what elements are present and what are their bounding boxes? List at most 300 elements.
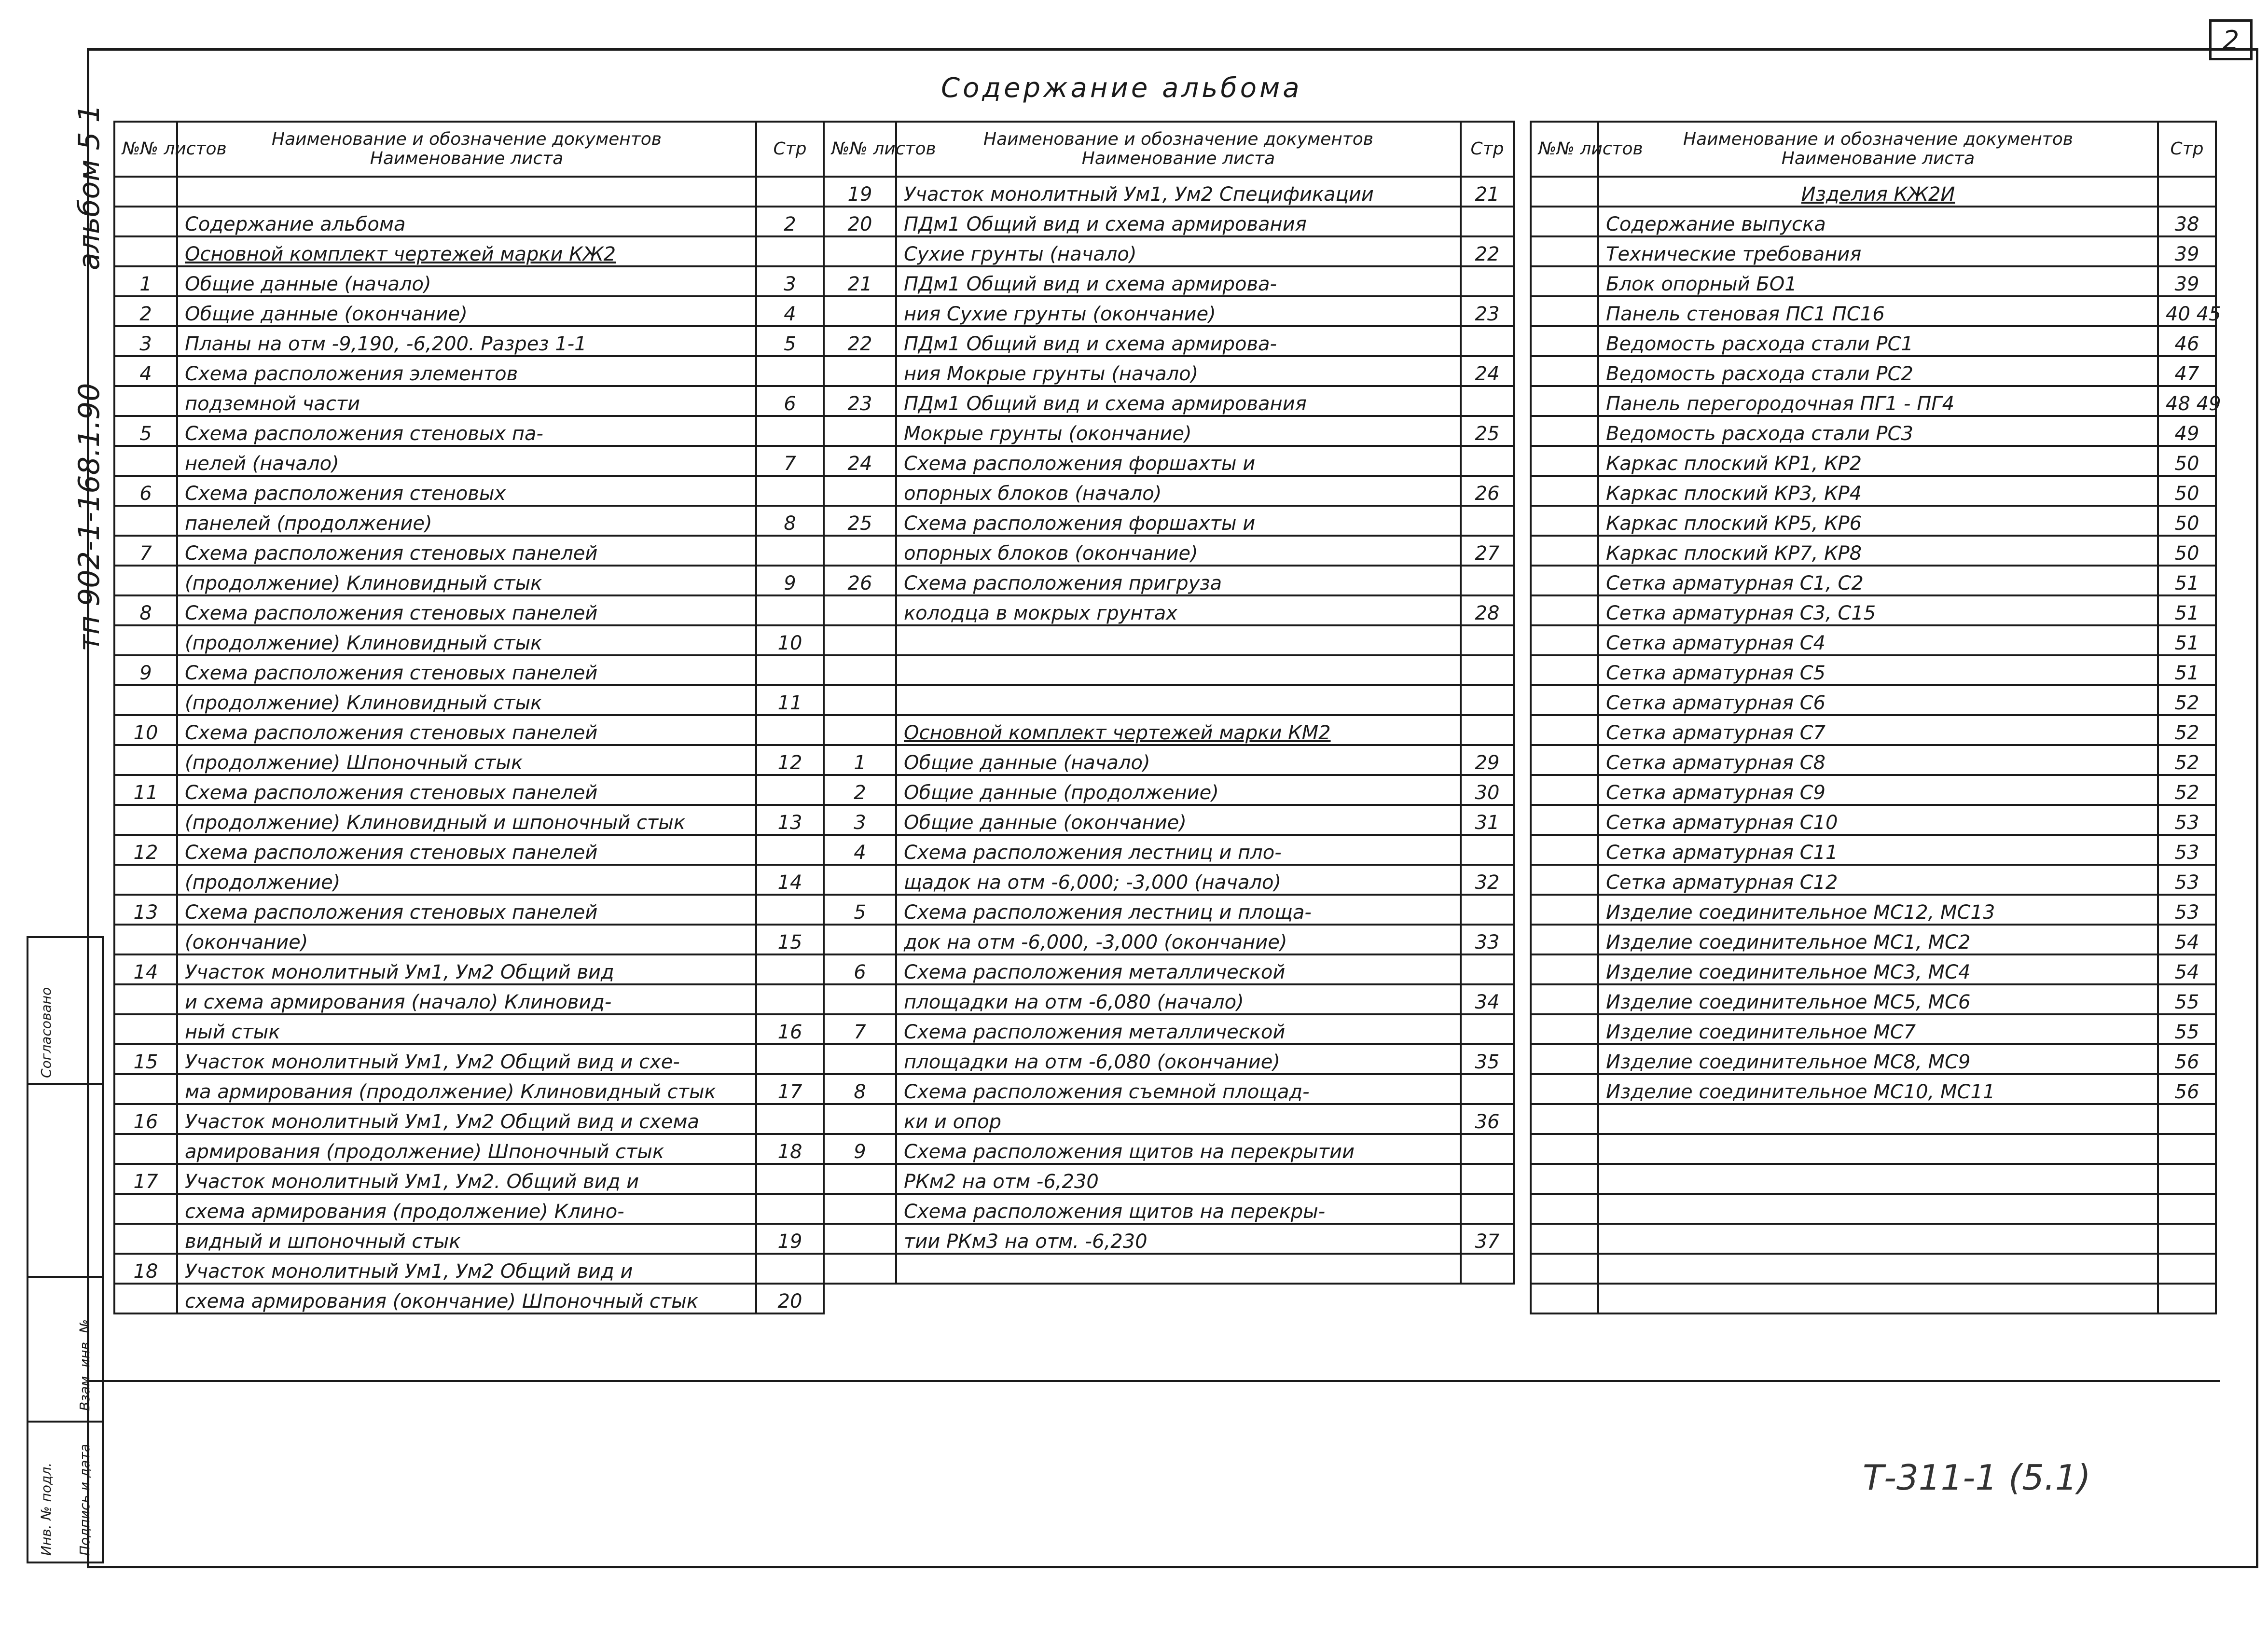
row-number-text: 11 [133,782,158,804]
row-page [2158,1104,2216,1134]
row-title [177,745,756,775]
row-title [896,1224,1461,1254]
row-page [1461,326,1514,356]
header-num: №№ листов [114,122,177,177]
row-title-text: Мокрые грунты (окончание) [904,423,1192,445]
row-number [1531,476,1598,506]
table-row [1531,207,2216,236]
row-title-text: (продолжение) Клиновидный стык [185,572,542,594]
row-title-text: Сетка арматурная С4 [1606,632,1825,654]
row-title [177,266,756,296]
row-title [896,1194,1461,1224]
table-row [1531,416,2216,446]
row-title-text: Схема расположения форшахты и [904,512,1256,535]
row-number [114,536,177,566]
row-title [1598,1194,2158,1224]
table-row [824,625,1514,655]
table-row [114,236,824,266]
row-page-text: 53 [2174,871,2199,894]
table-row [824,207,1514,236]
row-page [2158,715,2216,745]
row-number-text: 16 [133,1111,158,1133]
row-title [177,177,756,207]
row-number [824,775,896,805]
row-title [177,416,756,446]
row-title-text: Изделие соединительное МС8, МС9 [1606,1051,1971,1073]
row-title-text: Участок монолитный Ум1, Ум2 Спецификации [904,183,1374,206]
stamp-field-inventory: Инв. № подл. [38,1462,54,1556]
row-title [1598,296,2158,326]
row-page [2158,595,2216,625]
row-number-text: 19 [847,183,872,206]
row-title [896,895,1461,925]
row-page-text: 56 [2174,1081,2199,1103]
table-row [824,984,1514,1014]
row-page [2158,1164,2216,1194]
row-title-text: Изделие соединительное МС5, МС6 [1606,991,1971,1013]
row-title-text: Изделие соединительное МС7 [1606,1021,1916,1043]
row-page [2158,925,2216,954]
row-page [1461,1194,1514,1224]
table-row [114,296,824,326]
row-page-text: 11 [777,692,802,714]
row-title [896,266,1461,296]
row-page [2158,536,2216,566]
row-page [756,266,824,296]
row-number [824,177,896,207]
row-number [114,865,177,895]
row-title [177,207,756,236]
row-number [824,207,896,236]
row-title [177,805,756,835]
page-number: 2 [2209,19,2253,60]
row-page [1461,625,1514,655]
row-page [2158,356,2216,386]
table-row [824,326,1514,356]
row-page [1461,984,1514,1014]
row-page [756,595,824,625]
header-page: Стр [2158,122,2216,177]
row-title [896,207,1461,236]
row-number [824,835,896,865]
row-page [756,207,824,236]
row-number [114,1044,177,1074]
table-row [1531,954,2216,984]
row-title-text: Схема расположения стеновых панелей [185,542,598,565]
row-page [1461,476,1514,506]
row-page-text: 32 [1475,871,1500,894]
row-page-text: 54 [2174,961,2199,983]
project-code: тп 902-1-168.1.90 [72,383,106,651]
row-number [1531,925,1598,954]
row-title [177,386,756,416]
row-title [177,685,756,715]
row-number [1531,1134,1598,1164]
row-page [756,954,824,984]
table-row [114,655,824,685]
table-row [1531,835,2216,865]
row-title [177,655,756,685]
row-number [114,1224,177,1254]
row-page [2158,895,2216,925]
row-title [896,536,1461,566]
row-number [114,925,177,954]
row-number [824,266,896,296]
stamp-divider [28,1083,102,1085]
table-row [824,386,1514,416]
row-page-text: 19 [777,1230,802,1253]
row-number [114,416,177,446]
table-row [114,835,824,865]
row-page-text: 15 [777,931,802,954]
row-page-text: 54 [2174,931,2199,954]
row-title-text: Схема расположения форшахты и [904,453,1256,475]
row-title-text: Панель стеновая ПС1 ПС16 [1606,303,1885,325]
row-title-text: Участок монолитный Ум1, Ум2. Общий вид и [185,1171,639,1193]
row-title-text: Схема расположения стеновых панелей [185,722,598,744]
row-page [756,745,824,775]
table-row [1531,566,2216,595]
row-title [1598,895,2158,925]
row-page [2158,805,2216,835]
row-title-text: Схема расположения съемной площад- [904,1081,1310,1103]
row-page [756,1164,824,1194]
row-number [1531,536,1598,566]
row-title [896,356,1461,386]
row-title-text: ки и опор [904,1111,1002,1133]
row-page [756,506,824,536]
row-title-text: Сетка арматурная С9 [1606,782,1825,804]
row-title [896,655,1461,685]
row-title-text: Схема расположения стеновых [185,483,506,505]
row-title [896,685,1461,715]
row-page [756,775,824,805]
table-row [114,775,824,805]
row-title-text: Схема расположения лестниц и пло- [904,842,1282,864]
row-number [824,1104,896,1134]
row-title [1598,775,2158,805]
row-page [756,984,824,1014]
row-title [896,1074,1461,1104]
row-title-text: армирования (продолжение) Шпоночный стык [185,1141,664,1163]
row-number [114,835,177,865]
row-number [1531,1044,1598,1074]
table-row [1531,506,2216,536]
row-page [756,895,824,925]
row-number-text: 3 [139,333,152,355]
table-row [114,895,824,925]
row-title-text: Сетка арматурная С10 [1606,812,1838,834]
table-row [824,1014,1514,1044]
row-number-text: 23 [847,393,872,415]
row-number [1531,326,1598,356]
row-page [756,566,824,595]
table-row [824,1224,1514,1254]
row-number [824,356,896,386]
row-page-text: 52 [2174,782,2199,804]
row-number-text: 1 [139,273,152,295]
row-page-text: 51 [2174,572,2199,594]
row-title-text: Ведомость расхода стали РС1 [1606,333,1913,355]
row-page-text: 53 [2174,812,2199,834]
row-page-text: 31 [1475,812,1500,834]
row-page [2158,655,2216,685]
row-title [177,1224,756,1254]
row-page [756,177,824,207]
row-page [1461,1044,1514,1074]
row-title [896,326,1461,356]
row-page-text: 16 [777,1021,802,1043]
toc-table-right [1530,121,2221,1314]
table-row [824,1164,1514,1194]
row-page-text: 38 [2174,213,2199,235]
table-row [114,446,824,476]
row-number [1531,715,1598,745]
row-number [1531,625,1598,655]
row-page-text: 49 [2174,423,2199,445]
row-title [177,476,756,506]
row-title-text: ный стык [185,1021,280,1043]
row-title [1598,536,2158,566]
header-name-line1: Наименование и обозначение документов [983,129,1373,149]
row-number [1531,1224,1598,1254]
table-row [114,1014,824,1044]
row-title [177,1134,756,1164]
table-row [114,865,824,895]
row-number-text: 26 [847,572,872,594]
header-name [896,122,1461,177]
table-row [1531,386,2216,416]
row-title-text: Схема расположения стеновых панелей [185,782,598,804]
row-number-text: 24 [847,453,872,475]
row-title-text: Каркас плоский КР5, КР6 [1606,512,1862,535]
row-title-text: Сетка арматурная С11 [1606,842,1838,864]
header-num: №№ листов [1531,122,1598,177]
table-row [114,177,824,207]
table-row [114,536,824,566]
row-title [1598,266,2158,296]
row-number [114,356,177,386]
row-page-text: 52 [2174,692,2199,714]
row-number-text: 25 [847,512,872,535]
row-page [1461,895,1514,925]
row-title [177,1164,756,1194]
row-title [177,326,756,356]
row-title [1598,1224,2158,1254]
row-number [114,625,177,655]
row-title [177,984,756,1014]
row-title-text: колодца в мокрых грунтах [904,602,1177,624]
row-title-text: Содержание выпуска [1606,213,1826,235]
row-page-text: 34 [1475,991,1500,1013]
row-number [824,566,896,595]
row-number-text: 5 [854,901,866,924]
row-number [1531,745,1598,775]
table-row [1531,536,2216,566]
table-row [824,805,1514,835]
table-row [1531,1074,2216,1104]
row-page [1461,835,1514,865]
row-page [1461,775,1514,805]
table-row [1531,296,2216,326]
table-row [824,536,1514,566]
table-row [114,207,824,236]
row-title-text: Схема расположения металлической [904,961,1286,983]
row-page [2158,865,2216,895]
row-number [1531,296,1598,326]
row-number [824,236,896,266]
table-row [1531,984,2216,1014]
table-row [824,895,1514,925]
table-row [824,655,1514,685]
row-number [114,1284,177,1313]
row-number [1531,655,1598,685]
table-row [114,1284,824,1313]
row-title [177,865,756,895]
row-page [1461,685,1514,715]
table-row [114,1134,824,1164]
table-row [1531,236,2216,266]
row-title [1598,954,2158,984]
row-page [1461,595,1514,625]
row-number [824,984,896,1014]
row-page [2158,1074,2216,1104]
row-title [896,595,1461,625]
row-title-text: Сухие грунты (начало) [904,243,1137,265]
header-name-line2: Наименование листа [1081,149,1275,168]
row-title [1598,446,2158,476]
row-page-text: 39 [2174,273,2199,295]
row-page [1461,1134,1514,1164]
row-title [896,805,1461,835]
table-row [824,1044,1514,1074]
row-page [2158,446,2216,476]
row-page-text: 28 [1475,602,1500,624]
row-title [1598,625,2158,655]
row-title [896,954,1461,984]
row-title [1598,416,2158,446]
row-page [1461,805,1514,835]
row-page [1461,925,1514,954]
row-number [824,595,896,625]
table-row [114,745,824,775]
row-title-text: (продолжение) [185,871,341,894]
table-row [1531,1014,2216,1044]
row-number [824,416,896,446]
row-title-text: Общие данные (начало) [904,752,1150,774]
row-title-text: Изделие соединительное МС12, МС13 [1606,901,1995,924]
table-row [824,835,1514,865]
row-page-text: 17 [777,1081,802,1103]
row-page [756,805,824,835]
row-title [896,566,1461,595]
handwritten-note: Т-311-1 (5.1) [1863,1457,2091,1498]
row-title [1598,805,2158,835]
row-page-text: 26 [1475,483,1500,505]
row-page-text: 46 [2174,333,2199,355]
row-number [824,506,896,536]
table-row [824,236,1514,266]
row-number [824,1194,896,1224]
row-page [2158,386,2221,416]
row-number [114,954,177,984]
row-number-text: 6 [139,483,152,505]
table-row [824,476,1514,506]
row-number-text: 8 [139,602,152,624]
row-page [2158,476,2216,506]
row-page [756,1254,824,1284]
row-number [114,326,177,356]
row-number [114,1104,177,1134]
table-row [824,1104,1514,1134]
row-page-text: 50 [2174,453,2199,475]
table-row [824,266,1514,296]
row-page-text: 6 [784,393,796,415]
row-number [114,1194,177,1224]
row-page [2158,1254,2216,1284]
row-title [896,775,1461,805]
row-title [1598,655,2158,685]
row-number-text: 13 [133,901,158,924]
row-number [1531,1254,1598,1284]
row-title-text: Сетка арматурная С12 [1606,871,1838,894]
row-title [896,177,1461,207]
row-title-text: площадки на отм -6,080 (начало) [904,991,1244,1013]
row-number [1531,386,1598,416]
row-title [1598,1014,2158,1044]
table-row [1531,865,2216,895]
row-title [896,446,1461,476]
row-title [177,595,756,625]
row-title [1598,177,2158,207]
row-number-text: 3 [854,812,866,834]
table-row [1531,655,2216,685]
row-page [756,655,824,685]
table-header-row [824,122,1514,177]
row-page [1461,207,1514,236]
row-page [756,1044,824,1074]
row-number-text: 7 [139,542,152,565]
row-title-text: Участок монолитный Ум1, Ум2 Общий вид и схема [185,1111,700,1133]
stamp-field-replace: Взам. инв. № [77,1319,93,1411]
row-page-text: 20 [777,1290,802,1313]
table-row [1531,925,2216,954]
row-number-text: 21 [847,273,872,295]
row-number [824,685,896,715]
row-title [177,356,756,386]
row-title-text: РКм2 на отм -6,230 [904,1171,1099,1193]
row-number-text: 15 [133,1051,158,1073]
row-title-text: щадок на отм -6,000; -3,000 (начало) [904,871,1282,894]
table-row [824,685,1514,715]
row-title [177,1014,756,1044]
row-page [756,685,824,715]
table-row [1531,1104,2216,1134]
table-row [1531,595,2216,625]
row-title-text: Сетка арматурная С6 [1606,692,1825,714]
row-page [2158,416,2216,446]
table-row [1531,1134,2216,1164]
row-title [1598,595,2158,625]
table-row [824,595,1514,625]
row-number [824,805,896,835]
row-title [896,865,1461,895]
row-title-text: подземной части [185,393,360,415]
table-row [824,925,1514,954]
row-number [114,1164,177,1194]
row-number [824,1074,896,1104]
row-number-text: 2 [854,782,866,804]
